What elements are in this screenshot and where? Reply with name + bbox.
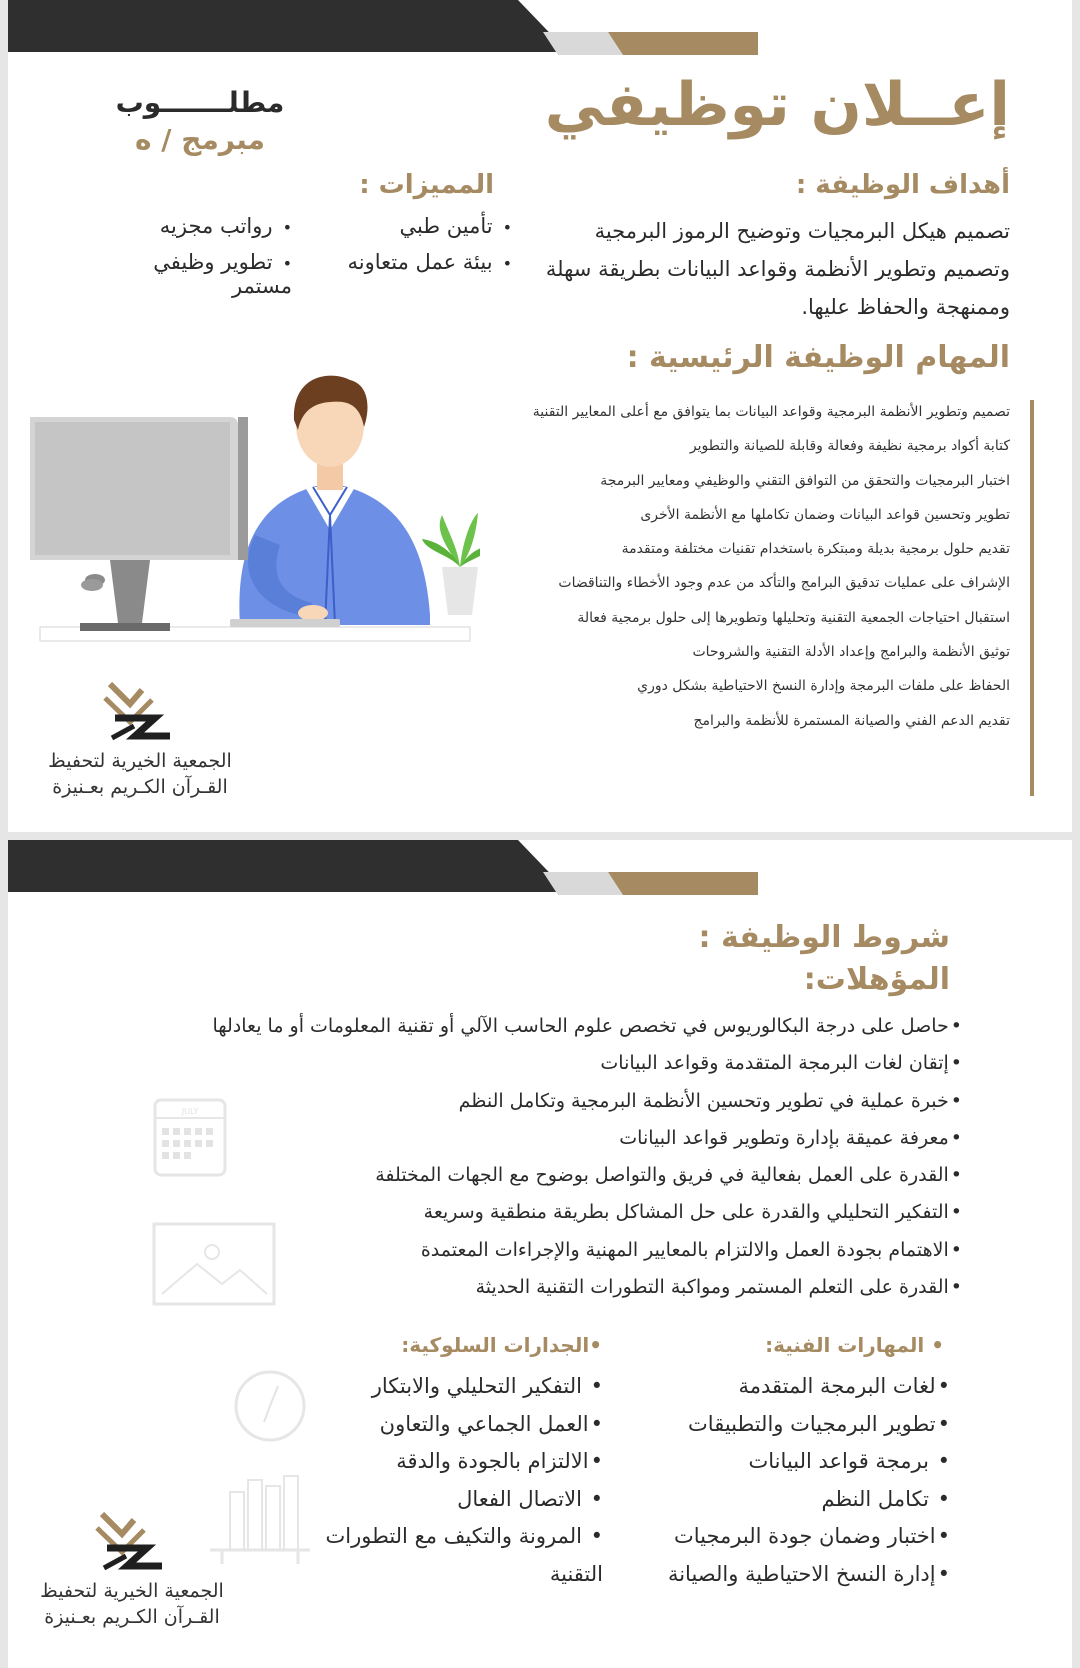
- image-placeholder-icon: [152, 1222, 276, 1306]
- technical-skills-heading: • المهارات الفنية:: [765, 1333, 944, 1357]
- behavioral-item: • العمل الجماعي والتعاون: [303, 1406, 603, 1444]
- qualification-item: • الاهتمام بجودة العمل والالتزام بالمعايير المهنية والإجراءات المعتمدة: [202, 1232, 962, 1269]
- org-emblem: [92, 1510, 172, 1578]
- benefit-item: • بيئة عمل متعاونه: [312, 250, 512, 298]
- qualification-item: • معرفة عميقة بإدارة وتطوير قواعد البيانات: [202, 1120, 962, 1157]
- job-ad-page-1: [8, 0, 1072, 832]
- qualification-item: • القدرة على التعلم المستمر ومواكبة التطورات التقنية الحديثة: [202, 1269, 962, 1306]
- wanted-box: [100, 86, 300, 156]
- task-item: استقبال احتياجات الجمعية التقنية وتحليلها وتطويرها إلى حلول برمجية فعالة: [577, 609, 1010, 626]
- tasks-list: [490, 395, 1010, 738]
- technical-skill-item: • اختبار وضمان جودة البرمجيات: [640, 1518, 950, 1556]
- qualification-item: • حاصل على درجة البكالوريوس في تخصص علوم الحاسب الآلي أو تقنية المعلومات أو ما يعادلها: [202, 1008, 962, 1045]
- tasks-accent-bar: [1030, 400, 1034, 796]
- calendar-month: JULY: [181, 1107, 199, 1116]
- task-item: توثيق الأنظمة والبرامج وإعداد الأدلة التقنية والشروحات: [692, 644, 1010, 661]
- task-item: تقديم حلول برمجية بديلة ومبتكرة باستخدام تقنيات مختلفة ومتقدمة: [621, 541, 1010, 558]
- benefits-list: [92, 214, 512, 298]
- header-decoration: [8, 840, 1072, 930]
- org-name-line-2: القـرآن الكـريم بعـنيزة: [44, 1606, 220, 1628]
- page-title: إعــلان توظيفي: [544, 70, 1010, 140]
- benefit-item: • رواتب مجزيه: [92, 214, 292, 238]
- org-emblem: [100, 680, 180, 748]
- qualification-item: • التفكير التحليلي والقدرة على حل المشاكل بطريقة منطقية وسريعة: [202, 1194, 962, 1231]
- behavioral-item: • التفكير التحليلي والابتكار: [303, 1368, 603, 1406]
- qualification-item: • القدرة على العمل بفعالية في فريق والتواصل بوضوح مع الجهات المختلفة: [202, 1157, 962, 1194]
- qualifications-list: [202, 1008, 962, 1306]
- technical-skill-item: • برمجة قواعد البيانات: [640, 1443, 950, 1481]
- benefit-item: • تطوير وظيفي مستمر: [92, 250, 292, 298]
- programmer-illustration: [30, 355, 480, 655]
- behavioral-item: • المرونة والتكيف مع التطورات التقنية: [303, 1518, 603, 1593]
- qualification-item: • خبرة عملية في تطوير وتحسين الأنظمة البرمجية وتكامل النظم: [202, 1083, 962, 1120]
- benefit-item: • تأمين طبي: [312, 214, 512, 238]
- org-logo: [22, 1510, 242, 1630]
- qualifications-heading: المؤهلات:: [803, 962, 950, 997]
- org-name-line-1: الجمعية الخيرية لتحفيظ: [40, 1580, 224, 1602]
- behavioral-competencies-list: [303, 1368, 603, 1593]
- wanted-role: مبرمج / ه: [135, 123, 265, 156]
- behavioral-competencies-heading: •الجدارات السلوكية:: [401, 1333, 602, 1357]
- org-name-line-2: القـرآن الكـريم بعـنيزة: [52, 776, 228, 798]
- tasks-heading: المهام الوظيفة الرئيسية :: [626, 340, 1010, 375]
- task-item: اختبار البرمجيات والتحقق من التوافق التقني والوظيفي ومعايير البرمجة: [600, 472, 1010, 489]
- org-logo: [30, 680, 250, 800]
- task-item: الإشراف على عمليات تدقيق البرامج والتأكد من عدم وجود الأخطاء والتناقضات: [558, 575, 1010, 592]
- task-item: تطوير وتحسين قواعد البيانات وضمان تكاملها مع الأنظمة الأخرى: [640, 506, 1010, 523]
- wanted-label: مطلـــــــوب: [115, 86, 285, 119]
- conditions-heading: شروط الوظيفة :: [698, 920, 950, 955]
- technical-skill-item: • لغات البرمجة المتقدمة: [640, 1368, 950, 1406]
- technical-skill-item: • إدارة النسخ الاحتياطية والصيانة: [640, 1556, 950, 1594]
- goals-heading: أهداف الوظيفة :: [795, 170, 1010, 200]
- qualification-item: • إتقان لغات البرمجة المتقدمة وقواعد البيانات: [202, 1045, 962, 1082]
- task-item: كتابة أكواد برمجية نظيفة وفعالة وقابلة للصيانة والتطوير: [689, 438, 1010, 455]
- task-item: تقديم الدعم الفني والصيانة المستمرة للأنظمة والبرامج: [693, 712, 1010, 729]
- behavioral-item: • الالتزام بالجودة والدقة: [303, 1443, 603, 1481]
- behavioral-item: • الاتصال الفعال: [303, 1481, 603, 1519]
- technical-skills-list: [640, 1368, 950, 1593]
- calendar-icon: [150, 1088, 230, 1178]
- technical-skill-item: • تكامل النظم: [640, 1481, 950, 1519]
- goals-text: تصميم هيكل البرمجيات وتوضيح الرموز البرمجية وتصميم وتطوير الأنظمة وقواعد البيانات بطريقة سهلة وممنهجة والحفاظ عليها.: [545, 219, 1010, 319]
- benefits-heading: المميزات :: [359, 170, 494, 200]
- org-name-line-1: الجمعية الخيرية لتحفيظ: [48, 750, 232, 772]
- clock-icon: [232, 1368, 308, 1444]
- technical-skill-item: • تطوير البرمجيات والتطبيقات: [640, 1406, 950, 1444]
- task-item: الحفاظ على ملفات البرمجة وإدارة النسخ الاحتياطية بشكل دوري: [637, 678, 1010, 695]
- task-item: تصميم وتطوير الأنظمة البرمجية وقواعد البيانات بما يتوافق مع أعلى المعايير التقنية: [532, 404, 1010, 420]
